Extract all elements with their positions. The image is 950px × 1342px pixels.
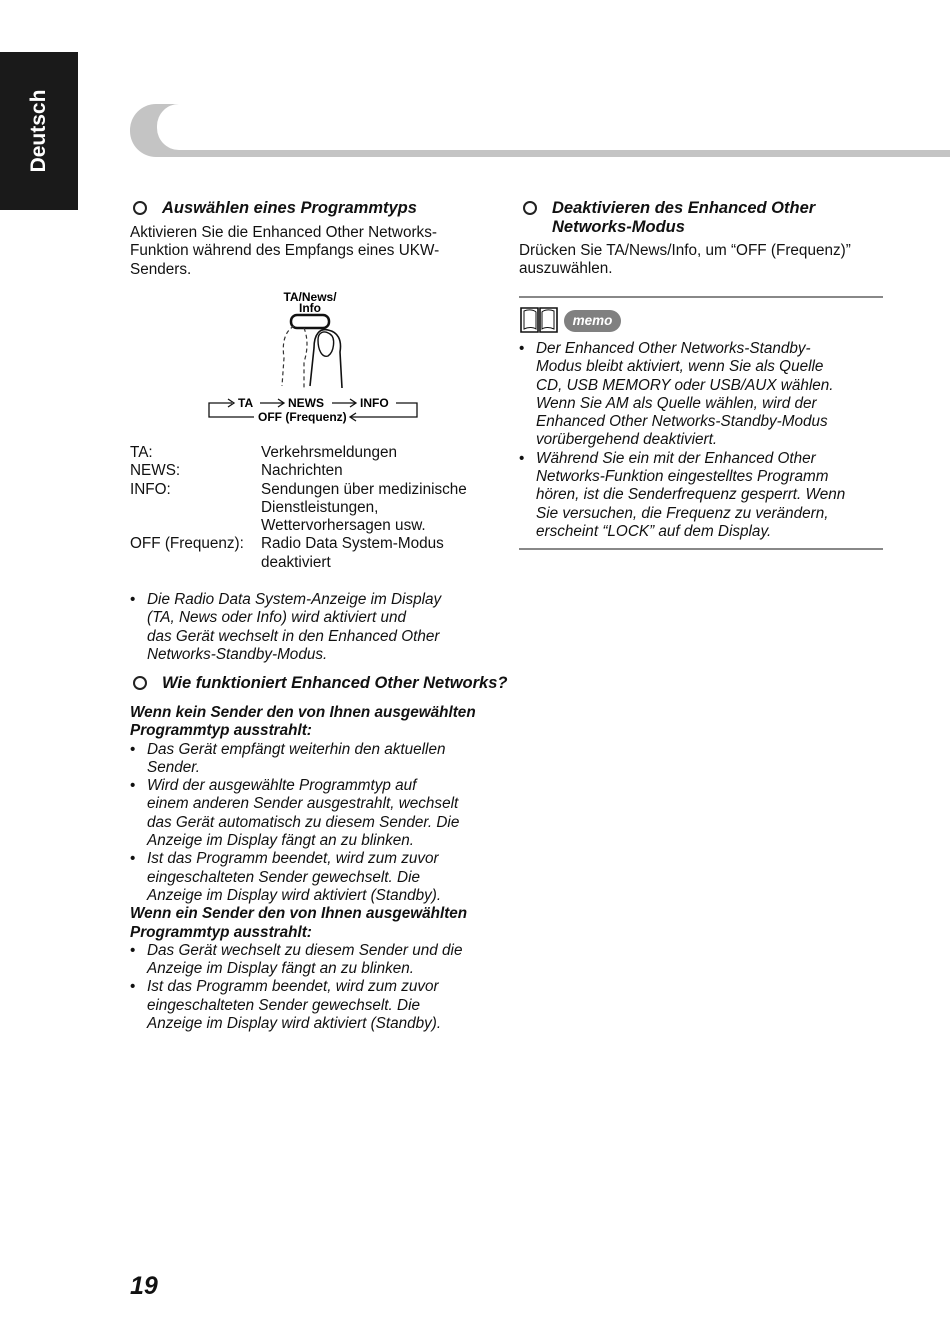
note-line: Networks-Standby-Modus. xyxy=(147,645,328,663)
list-item xyxy=(130,591,495,664)
item-line: einem anderen Sender ausgestrahlt, wechselt xyxy=(147,795,459,813)
language-tab-label: Deutsch xyxy=(27,89,50,173)
item-line: das Gerät automatisch zu diesem Sender. Die xyxy=(147,813,460,831)
item-line: • Wird der ausgewählte Programmtyp auf xyxy=(147,777,417,795)
definition-row xyxy=(130,535,467,572)
note-line: das Gerät wechselt in den Enhanced Other xyxy=(147,627,440,645)
item-line: vorübergehend deaktiviert. xyxy=(536,431,718,449)
intro-line: Funktion während des Empfangs eines UKW- xyxy=(130,242,440,260)
case2-title xyxy=(130,905,500,942)
diagram-info-label: INFO xyxy=(360,396,389,410)
item-line: • Ist das Programm beendet, wird zum zuvor xyxy=(147,978,439,996)
definition-term: INFO: xyxy=(130,480,171,498)
desc-line: Dienstleistungen, xyxy=(261,498,379,516)
section-bullet-icon xyxy=(523,201,537,215)
intro-line: Aktivieren Sie die Enhanced Other Networks- xyxy=(130,224,437,241)
list-item xyxy=(130,850,500,905)
heading-line: Networks-Modus xyxy=(552,218,685,236)
memo-badge: memo xyxy=(564,310,621,332)
item-line: eingeschalteten Sender gewechselt. Die xyxy=(147,868,420,886)
case2-list xyxy=(130,942,500,1033)
item-line: Modus bleibt aktiviert, wenn Sie als Quelle xyxy=(536,358,824,376)
definition-desc: Verkehrsmeldungen xyxy=(261,444,398,461)
definition-term: NEWS: xyxy=(130,462,181,480)
diagram-news-label: NEWS xyxy=(288,396,324,410)
title-line: Wenn kein Sender den von Ihnen ausgewählten xyxy=(130,704,476,721)
desc-line: Sendungen über medizinische xyxy=(261,480,467,498)
section1-note xyxy=(130,591,495,664)
list-item xyxy=(130,978,500,1033)
language-tab xyxy=(0,52,78,210)
arrow-right-icon xyxy=(332,399,356,407)
intro-line: auszuwählen. xyxy=(519,260,613,278)
definition-desc xyxy=(261,535,467,572)
title-line: Wenn ein Sender den von Ihnen ausgewählten xyxy=(130,905,468,923)
section-heading-select-type: Auswählen eines Programmtyps xyxy=(162,199,417,217)
item-line: Anzeige im Display fängt an zu blinken. xyxy=(147,832,414,850)
item-line: Networks-Funktion eingestelltes Programm xyxy=(536,468,829,486)
item-line: Sie versuchen, die Frequenz zu verändern, xyxy=(536,504,829,522)
page-number: 19 xyxy=(130,1272,158,1300)
item-line: Anzeige im Display wird aktiviert (Standby). xyxy=(147,1015,442,1033)
item-line: Wenn Sie AM als Quelle wählen, wird der xyxy=(536,394,817,412)
list-item xyxy=(130,777,500,850)
finger-icon xyxy=(310,330,342,388)
definition-row xyxy=(130,481,467,536)
case1-list xyxy=(130,741,500,906)
definition-row xyxy=(130,444,467,462)
case1-title xyxy=(130,704,500,741)
section-heading-how-it-works: Wie funktioniert Enhanced Other Networks? xyxy=(162,674,508,692)
section-bullet-icon xyxy=(133,201,147,215)
memo-list xyxy=(519,340,884,541)
item-line: • Ist das Programm beendet, wird zum zuvor xyxy=(147,850,439,868)
fingernail-icon xyxy=(318,332,334,356)
list-item xyxy=(130,942,500,979)
item-line: • Der Enhanced Other Networks-Standby- xyxy=(536,340,811,357)
item-line: Sender. xyxy=(147,758,201,776)
memo-top-divider xyxy=(519,296,883,298)
arrow-right-icon xyxy=(260,399,284,407)
definition-term: OFF (Frequenz): xyxy=(130,535,244,553)
book-icon xyxy=(519,305,559,335)
section-bullet-icon xyxy=(133,676,147,690)
intro-line: Senders. xyxy=(130,260,192,278)
definition-desc xyxy=(261,481,467,536)
desc-line: Radio Data System-Modus xyxy=(261,535,444,553)
note-line: • Die Radio Data System-Anzeige im Display xyxy=(147,591,442,608)
definition-term: TA: xyxy=(130,444,153,461)
definitions-table xyxy=(130,444,467,572)
title-line: Programmtyp ausstrahlt: xyxy=(130,722,312,740)
diagram-off-label: OFF (Frequenz) xyxy=(258,410,347,424)
header-bar xyxy=(130,104,950,157)
section2-body xyxy=(130,704,500,1033)
section1-intro xyxy=(130,224,490,279)
section-heading-deactivate xyxy=(552,199,815,237)
item-line: hören, ist die Senderfrequenz gesperrt. Wenn xyxy=(536,486,846,504)
item-line: • Während Sie ein mit der Enhanced Other xyxy=(536,449,816,467)
item-line: • Das Gerät wechselt zu diesem Sender und die xyxy=(147,941,463,959)
intro-line: Drücken Sie TA/News/Info, um “OFF (Frequenz)” xyxy=(519,242,851,259)
desc-line: deaktiviert xyxy=(261,553,331,571)
item-line: Enhanced Other Networks-Standby-Modus xyxy=(536,413,828,431)
memo-bottom-divider xyxy=(519,548,883,550)
item-line: Anzeige im Display fängt an zu blinken. xyxy=(147,960,414,978)
item-line: CD, USB MEMORY oder USB/AUX wählen. xyxy=(536,376,834,394)
finger-pressed-icon xyxy=(282,326,307,388)
deactivate-intro xyxy=(519,242,884,279)
definition-row xyxy=(130,462,467,480)
definition-desc: Nachrichten xyxy=(261,462,343,480)
item-line: • Das Gerät empfängt weiterhin den aktuellen xyxy=(147,740,446,758)
item-line: Anzeige im Display wird aktiviert (Standby). xyxy=(147,886,442,904)
note-line: (TA, News oder Info) wird aktiviert und xyxy=(147,609,407,627)
list-item xyxy=(130,741,500,778)
ta-news-info-diagram xyxy=(200,288,430,428)
heading-line: Deaktivieren des Enhanced Other xyxy=(552,199,816,217)
ta-news-info-button-icon xyxy=(291,315,329,328)
diagram-button-label-2: Info xyxy=(299,301,321,315)
list-item xyxy=(519,450,884,541)
item-line: erscheint “LOCK” auf dem Display. xyxy=(536,522,772,540)
title-line: Programmtyp ausstrahlt: xyxy=(130,923,312,941)
desc-line: Wettervorhersagen usw. xyxy=(261,517,426,535)
diagram-ta-label: TA xyxy=(238,396,254,410)
list-item xyxy=(519,340,884,450)
diagram-button-label-1: TA/News/ xyxy=(283,290,337,304)
item-line: eingeschalteten Sender gewechselt. Die xyxy=(147,996,420,1014)
